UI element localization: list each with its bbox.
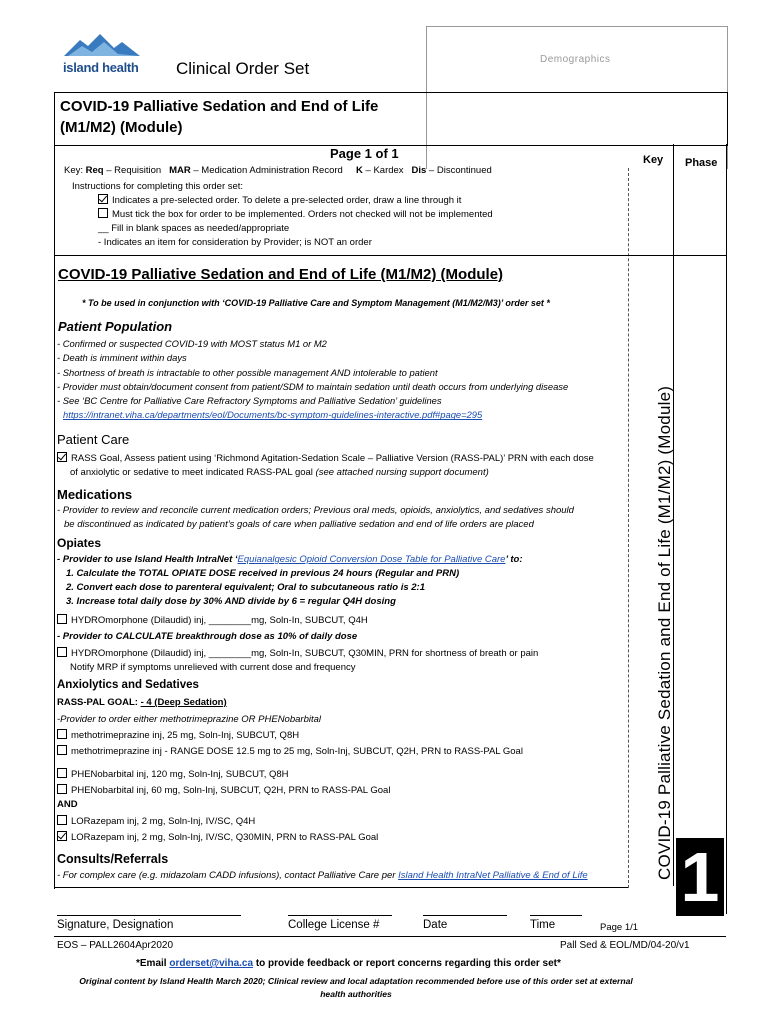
lorazepam-prn-order: LORazepam inj, 2 mg, Soln-Inj, IV/SC, Q30MIN, PRN to RASS-PAL Goal: [57, 831, 378, 843]
body-subtitle: * To be used in conjunction with ‘COVID-19 Palliative Care and Symptom Management (M1/M2/M3)’ order set *: [82, 298, 550, 308]
lorazepam-prn-checkbox[interactable]: [57, 831, 67, 841]
patient-population-list: - Confirmed or suspected COVID-19 with MOST status M1 or M2 - Death is imminent within days - Shortness of breath is intractable to other possible management AND intolerable to patient - Provider must obtain/document consent from patient/SDM to maintain sedation until death occurs from underlying disease - See ‘BC Centre for Palliative Care Refractory Symptoms and Palliative Sedation’ guidelines https://intranet.viha.ca/departments/eol/Documents/bc-symptom-guidelines-interactive.pdf#page=295: [57, 338, 569, 421]
original-content-note: Original content by Island Health March 2020; Clinical review and local adaptation recommended before use of this order set at external health authorities: [79, 976, 633, 999]
lorazepam-q4h-order: LORazepam inj, 2 mg, Soln-Inj, IV/SC, Q4H: [57, 815, 255, 827]
anxiolytics-intro: -Provider to order either methotrimeprazine OR PHENobarbital: [57, 714, 321, 725]
hydromorphone-q4h-order: HYDROmorphone (Dilaudid) inj, ________mg, Soln-In, SUBCUT, Q4H: [57, 614, 368, 626]
palliative-care-link[interactable]: Island Health IntraNet Palliative & End of Life: [398, 870, 588, 881]
signature-line[interactable]: [57, 915, 241, 916]
phenobarbital-q8h-order: PHENobarbital inj, 120 mg, Soln-Inj, SUBCUT, Q8H: [57, 768, 289, 780]
hydromorphone-q4h-checkbox[interactable]: [57, 614, 67, 624]
email-link[interactable]: orderset@viha.ca: [169, 958, 254, 969]
section-divider: [54, 255, 726, 256]
methotrimeprazine-q8h-order: methotrimeprazine inj, 25 mg, Soln-Inj, SUBCUT, Q8H: [57, 729, 299, 741]
logo-text: island health: [63, 60, 139, 75]
feedback-note: *Email orderset@viha.ca to provide feedback or report concerns regarding this order set*: [136, 958, 561, 969]
checked-box-icon: [98, 194, 108, 204]
opiates-instructions: - Provider to use Island Health IntraNet ‘Equianalgesic Opioid Conversion Dose Table for Palliative Care’ to: 1. Calculate the TOTAL OPIATE DOSE received in previous 24 hours (Regular and PRN) 2. Convert each dose to parenteral equivalent; Oral to subcutaneous ratio is 2:1 3. Increase total daily dose by 30% AND divide by 6 = regular Q4H dosing: [57, 554, 523, 607]
phenobarbital-q2h-order: PHENobarbital inj, 60 mg, Soln-Inj, SUBCUT, Q2H, PRN to RASS-PAL Goal: [57, 784, 390, 796]
checkbox-icon: [98, 208, 108, 218]
college-license-line[interactable]: [288, 915, 392, 916]
consults-note: - For complex care (e.g. midazolam CADD infusions), contact Palliative Care per Island Health IntraNet Palliative & End of Life: [57, 870, 588, 881]
footer-rule: [54, 936, 726, 937]
consults-heading: Consults/Referrals: [57, 852, 169, 866]
phase-column: [673, 144, 727, 914]
form-code: Pall Sed & EOL/MD/04-20/v1: [560, 940, 690, 951]
date-line[interactable]: [423, 915, 507, 916]
guidelines-link[interactable]: https://intranet.viha.ca/departments/eol/Documents/bc-symptom-guidelines-interactive.pdf#page=295: [63, 409, 483, 421]
eos-code: EOS – PALL2604Apr2020: [57, 940, 174, 951]
rass-pal-goal: RASS-PAL GOAL: - 4 (Deep Sedation): [57, 697, 227, 708]
phenobarbital-q8h-checkbox[interactable]: [57, 768, 67, 778]
key-column-header: Key: [643, 154, 664, 166]
time-label: Time: [530, 919, 556, 931]
footer-divider: [54, 887, 628, 888]
phenobarbital-q2h-checkbox[interactable]: [57, 784, 67, 794]
anxiolytics-heading: Anxiolytics and Sedatives: [57, 679, 199, 691]
patient-population-heading: Patient Population: [58, 319, 173, 334]
phase-number-block: 1: [676, 838, 724, 916]
college-license-label: College License #: [288, 919, 380, 931]
methotrimeprazine-range-checkbox[interactable]: [57, 745, 67, 755]
page-footer: Page 1/1: [600, 922, 639, 933]
opiates-heading: Opiates: [57, 536, 102, 550]
hydromorphone-prn-order: HYDROmorphone (Dilaudid) inj, ________mg, Soln-In, SUBCUT, Q30MIN, PRN for shortness of breath or pain Notify MRP if symptoms unrelieved with current dose and frequency: [57, 647, 538, 675]
signature-label: Signature, Designation: [57, 919, 174, 931]
body-title: COVID-19 Palliative Sedation and End of Life (M1/M2) (Module): [58, 266, 504, 283]
medications-note: - Provider to review and reconcile current medication orders; Previous oral meds, opioids, anxiolytics, and sedatives should be discontinued as indicated by patient’s goals of care when palliative sedation and end of life orders are placed: [57, 505, 574, 530]
rass-goal-checkbox[interactable]: [57, 452, 67, 462]
lorazepam-q4h-checkbox[interactable]: [57, 815, 67, 825]
patient-care-heading: Patient Care: [57, 432, 130, 447]
patient-care-order: RASS Goal, Assess patient using ‘Richmond Agitation-Sedation Scale – Palliative Version (RASS-PAL)’ PRN with each dose of anxiolytic or sedative to meet indicated RASS-PAL goal (see attached nursing support document): [57, 452, 594, 480]
date-label: Date: [423, 919, 448, 931]
and-label: AND: [57, 799, 78, 810]
key-legend: Key: Req – Requisition MAR – Medication Administration Record K – Kardex Dis – Discontinued: [64, 165, 492, 176]
demographics-label: Demographics: [540, 54, 611, 65]
hydromorphone-prn-checkbox[interactable]: [57, 647, 67, 657]
methotrimeprazine-q8h-checkbox[interactable]: [57, 729, 67, 739]
opioid-table-link[interactable]: Equianalgesic Opioid Conversion Dose Table for Palliative Care: [237, 554, 506, 565]
page-indicator: Page 1 of 1: [330, 146, 399, 161]
form-title: Clinical Order Set: [176, 59, 310, 78]
phase-column-header: Phase: [685, 157, 718, 169]
breakthrough-note: - Provider to CALCULATE breakthrough dose as 10% of daily dose: [57, 631, 358, 642]
order-set-title: COVID-19 Palliative Sedation and End of Life (M1/M2) (Module): [60, 98, 379, 136]
medications-heading: Medications: [57, 487, 133, 502]
demographics-divider: [628, 168, 629, 888]
instructions: Instructions for completing this order set: Indicates a pre-selected order. To delete a pre-selected order, draw a line through it Must tick the box for order to be implemented. Orders not checked will not be implemented __ Fill in blank spaces as needed/appropriate - Indicates an item for consideration by Provider; is NOT an order: [72, 181, 493, 248]
time-line[interactable]: [530, 915, 582, 916]
vertical-title: COVID-19 Palliative Sedation and End of Life (M1/M2) (Module): [655, 385, 674, 880]
methotrimeprazine-range-order: methotrimeprazine inj - RANGE DOSE 12.5 mg to 25 mg, Soln-Inj, SUBCUT, Q2H, PRN to RASS-PAL Goal: [57, 745, 523, 757]
